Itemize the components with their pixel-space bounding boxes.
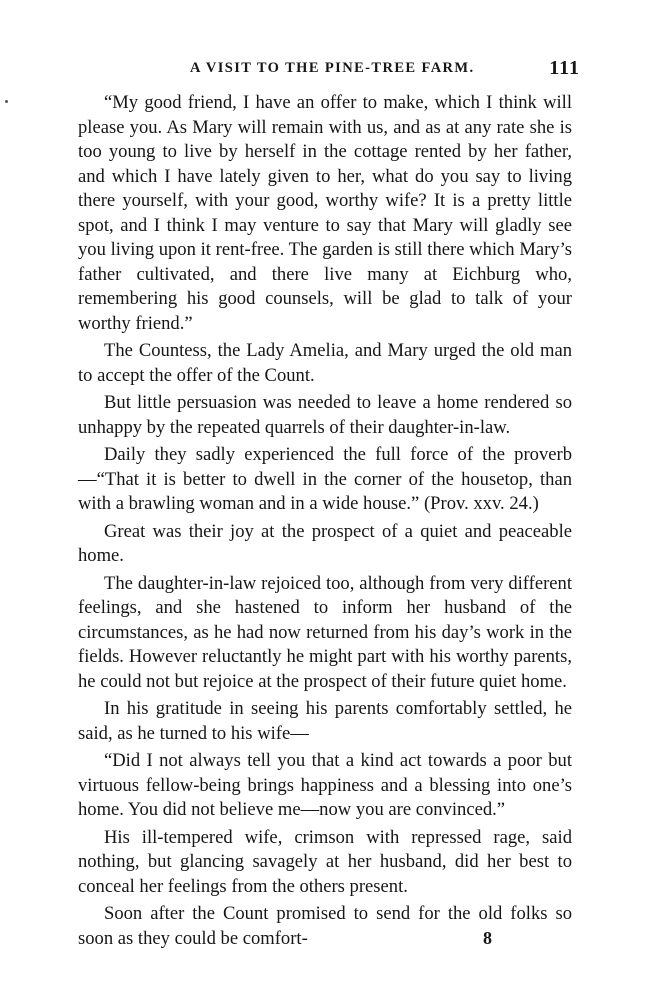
paragraph: “My good friend, I have an offer to make, which I think will please you. As Mary will remain with us, and as at any rate she is too young to live by herself in the cottage rented by her father, and which I have lately given to her, what do you say to living there yourself, with your good, worthy wife? It is a pretty little spot, and I think I may venture to say that Mary will gladly see you living upon it rent-free. The garden is still there which Mary’s father cultivated, and there live many at Eichburg who, remembering his good counsels, will be glad to talk of your worthy friend.” (78, 92, 572, 334)
paragraph: But little persuasion was needed to leave a home rendered so unhappy by the repeated quarrels of their daughter-in-law. (78, 392, 572, 438)
print-speck (5, 100, 8, 103)
paragraph: Soon after the Count promised to send for the old folks so soon as they could be comfort- (78, 903, 572, 949)
body-text (78, 91, 572, 954)
paragraph: His ill-tempered wife, crimson with repressed rage, said nothing, but glancing savagely at her husband, did her best to conceal her feelings from the others present. (78, 826, 572, 897)
signature-mark: 8 (483, 928, 492, 948)
paragraph: Great was their joy at the prospect of a quiet and peaceable home. (78, 520, 572, 566)
paragraph: In his gratitude in seeing his parents comfortably settled, he said, as he turned to his wife— (78, 698, 572, 744)
page-number: 111 (549, 57, 580, 79)
paragraph: Daily they sadly experienced the full force of the proverb—“That it is better to dwell in the corner of the housetop, than with a brawling woman and in a wide house.” (Prov. xxv. 24.) (78, 444, 572, 514)
running-head-title: A VISIT TO THE PINE-TREE FARM. (190, 60, 475, 76)
running-header (150, 57, 580, 83)
paragraph: The Countess, the Lady Amelia, and Mary urged the old man to accept the offer of the Count. (78, 340, 572, 386)
paragraph: The daughter-in-law rejoiced too, although from very different feelings, and she hastened to inform her husband of the circumstances, as he had now returned from his day’s work in the fields. However reluctantly he might part with his worthy parents, he could not but rejoice at the prospect of their future quiet home. (78, 572, 572, 692)
paragraph: “Did I not always tell you that a kind act towards a poor but virtuous fellow-being brings happiness and a blessing into one’s home. You did not believe me—now you are convinced.” (78, 750, 572, 820)
